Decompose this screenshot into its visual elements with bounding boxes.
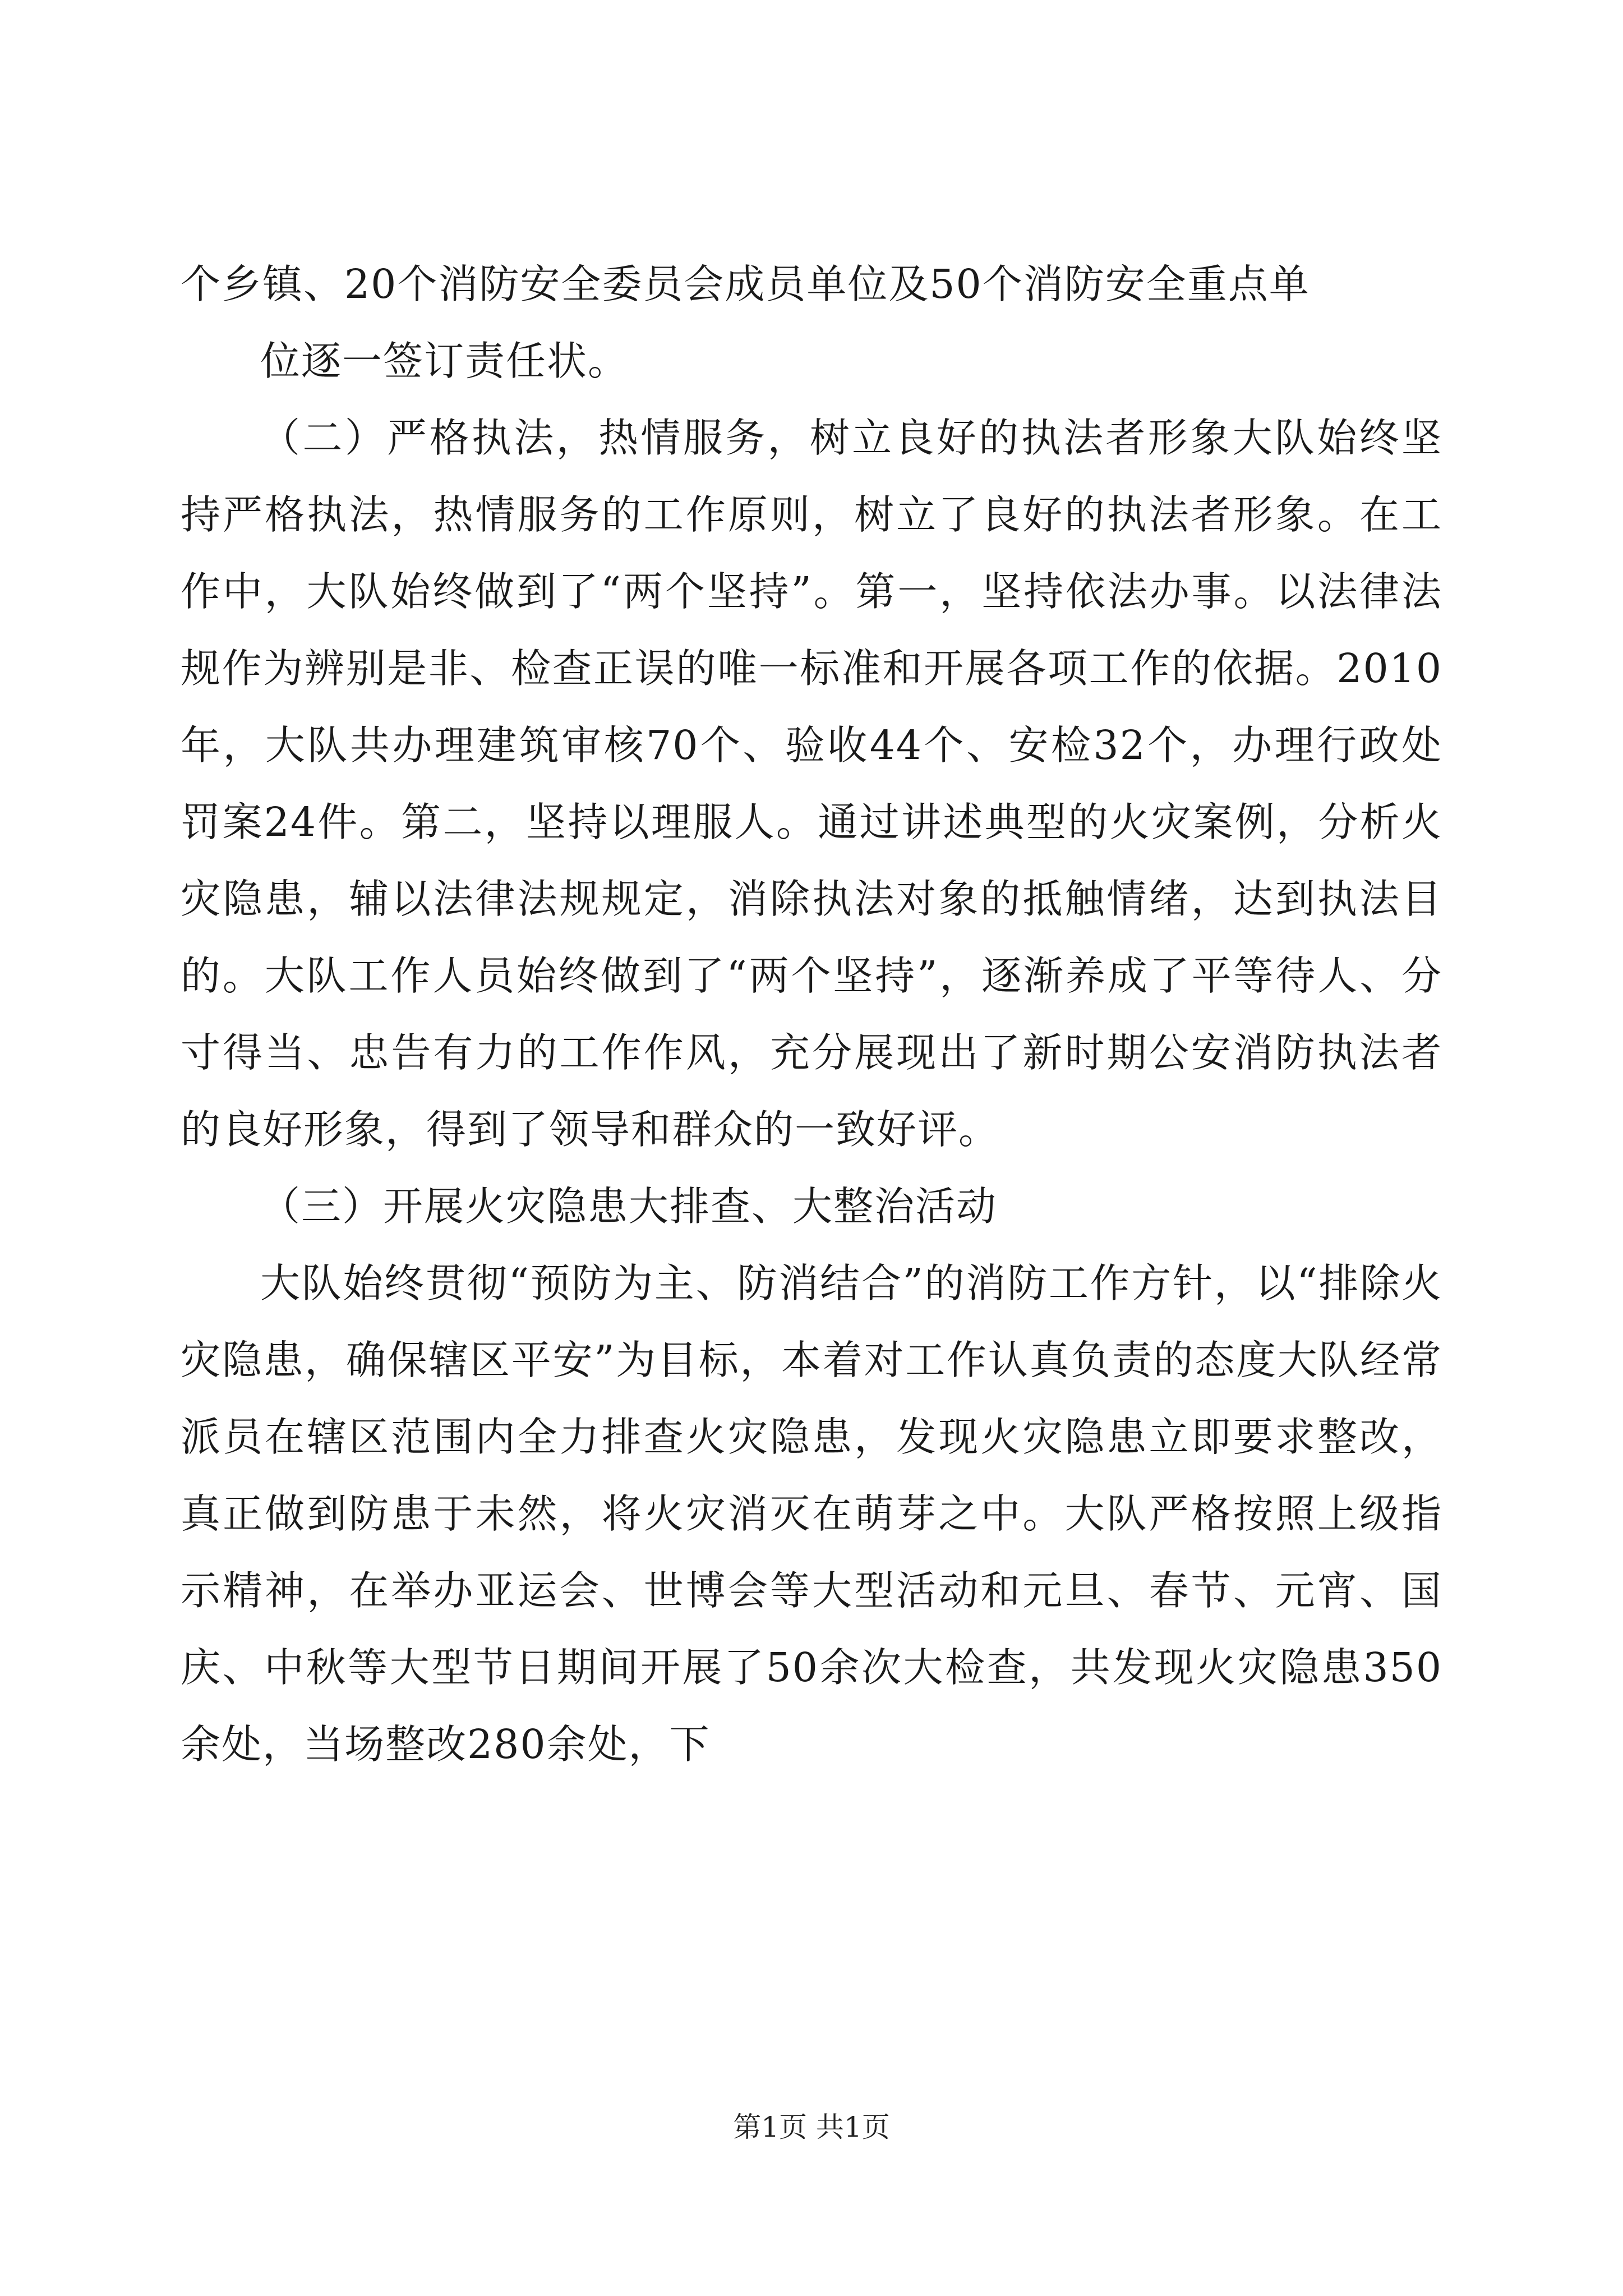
page-footer: 第1页 共1页 <box>733 2111 890 2143</box>
document-body <box>181 246 1442 1783</box>
section-heading-3: （三）开展火灾隐患大排查、大整治活动 <box>260 1183 998 1230</box>
paragraph-continuation-end: 位逐一签订责任状。 <box>260 338 629 384</box>
paragraph-section-3: 大队始终贯彻“预防为主、防消结合”的消防工作方针，以“排除火灾隐患，确保辖区平安”为目标，本着对工作认真负责的态度大队经常派员在辖区范围内全力排查火灾隐患，发现火灾隐患立即要求整改，真正做到防患于未然，将火灾消灭在萌芽之中。大队严格按照上级指示精神，在举办亚运会、世博会等大型活动和元旦、春节、元宵、国庆、中秋等大型节日期间开展了50余次大检查，共发现火灾隐患350余处，当场整改280余处，下 <box>181 1260 1442 1768</box>
paragraph-section-2: （二）严格执法，热情服务，树立良好的执法者形象大队始终坚持严格执法，热情服务的工作原则，树立了良好的执法者形象。在工作中，大队始终做到了“两个坚持”。第一，坚持依法办事。以法律法规作为辨别是非、检查正误的唯一标准和开展各项工作的依据。2010年，大队共办理建筑审核70个、验收44个、安检32个，办理行政处罚案24件。第二，坚持以理服人。通过讲述典型的火灾案例，分析火灾隐患，辅以法律法规规定，消除执法对象的抵触情绪，达到执法目的。大队工作人员始终做到了“两个坚持”，逐渐养成了平等待人、分寸得当、忠告有力的工作作风，充分展现出了新时期公安消防执法者的良好形象，得到了领导和群众的一致好评。 <box>181 415 1442 1153</box>
paragraph-continuation: 个乡镇、20个消防安全委员会成员单位及50个消防安全重点单 <box>181 261 1310 307</box>
